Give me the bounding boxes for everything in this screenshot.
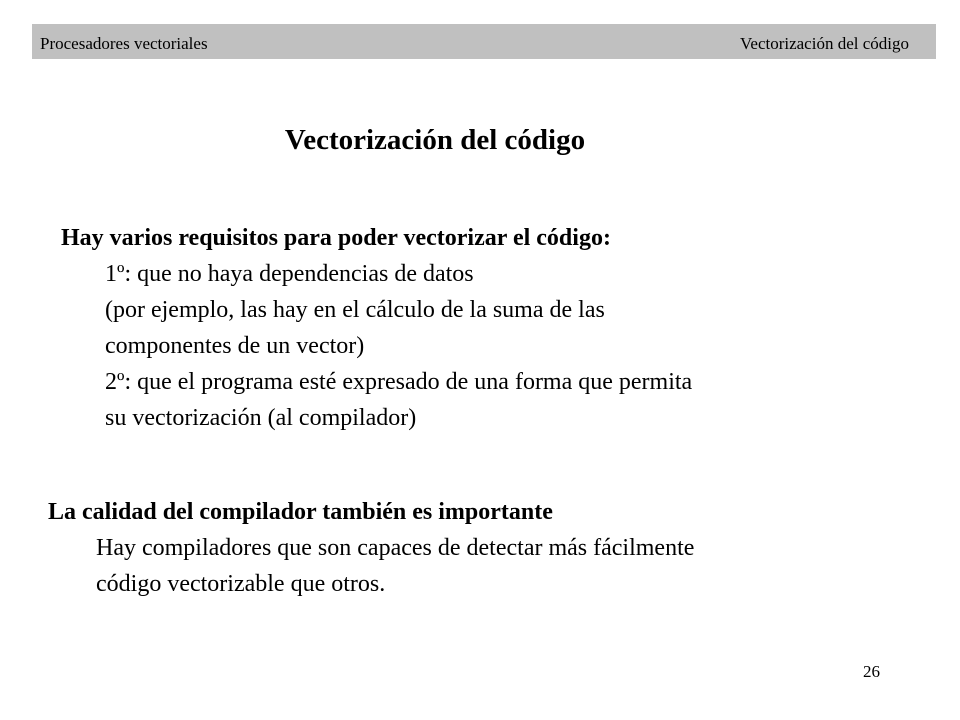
header-course-title: Procesadores vectoriales xyxy=(40,34,208,53)
requirements-line: 1º: que no haya dependencias de datos xyxy=(105,261,474,287)
page-number: 26 xyxy=(863,662,880,681)
requirements-line: su vectorización (al compilador) xyxy=(105,405,417,431)
compiler-quality-line: Hay compiladores que son capaces de detectar más fácilmente xyxy=(96,535,695,561)
requirements-line: componentes de un vector) xyxy=(105,333,365,359)
compiler-quality-body xyxy=(48,530,694,602)
compiler-quality-heading: La calidad del compilador también es importante xyxy=(48,499,553,525)
requirements-line: (por ejemplo, las hay en el cálculo de la suma de las xyxy=(105,297,605,323)
requirements-body xyxy=(61,256,692,436)
requirements-section xyxy=(61,220,692,436)
compiler-quality-section xyxy=(48,494,694,602)
requirements-heading: Hay varios requisitos para poder vectorizar el código: xyxy=(61,225,611,251)
requirements-line: 2º: que el programa esté expresado de una forma que permita xyxy=(105,369,693,395)
header-bar xyxy=(32,24,936,59)
header-section-title: Vectorización del código xyxy=(740,34,909,53)
compiler-quality-line: código vectorizable que otros. xyxy=(96,571,386,597)
slide-title: Vectorización del código xyxy=(284,124,586,156)
